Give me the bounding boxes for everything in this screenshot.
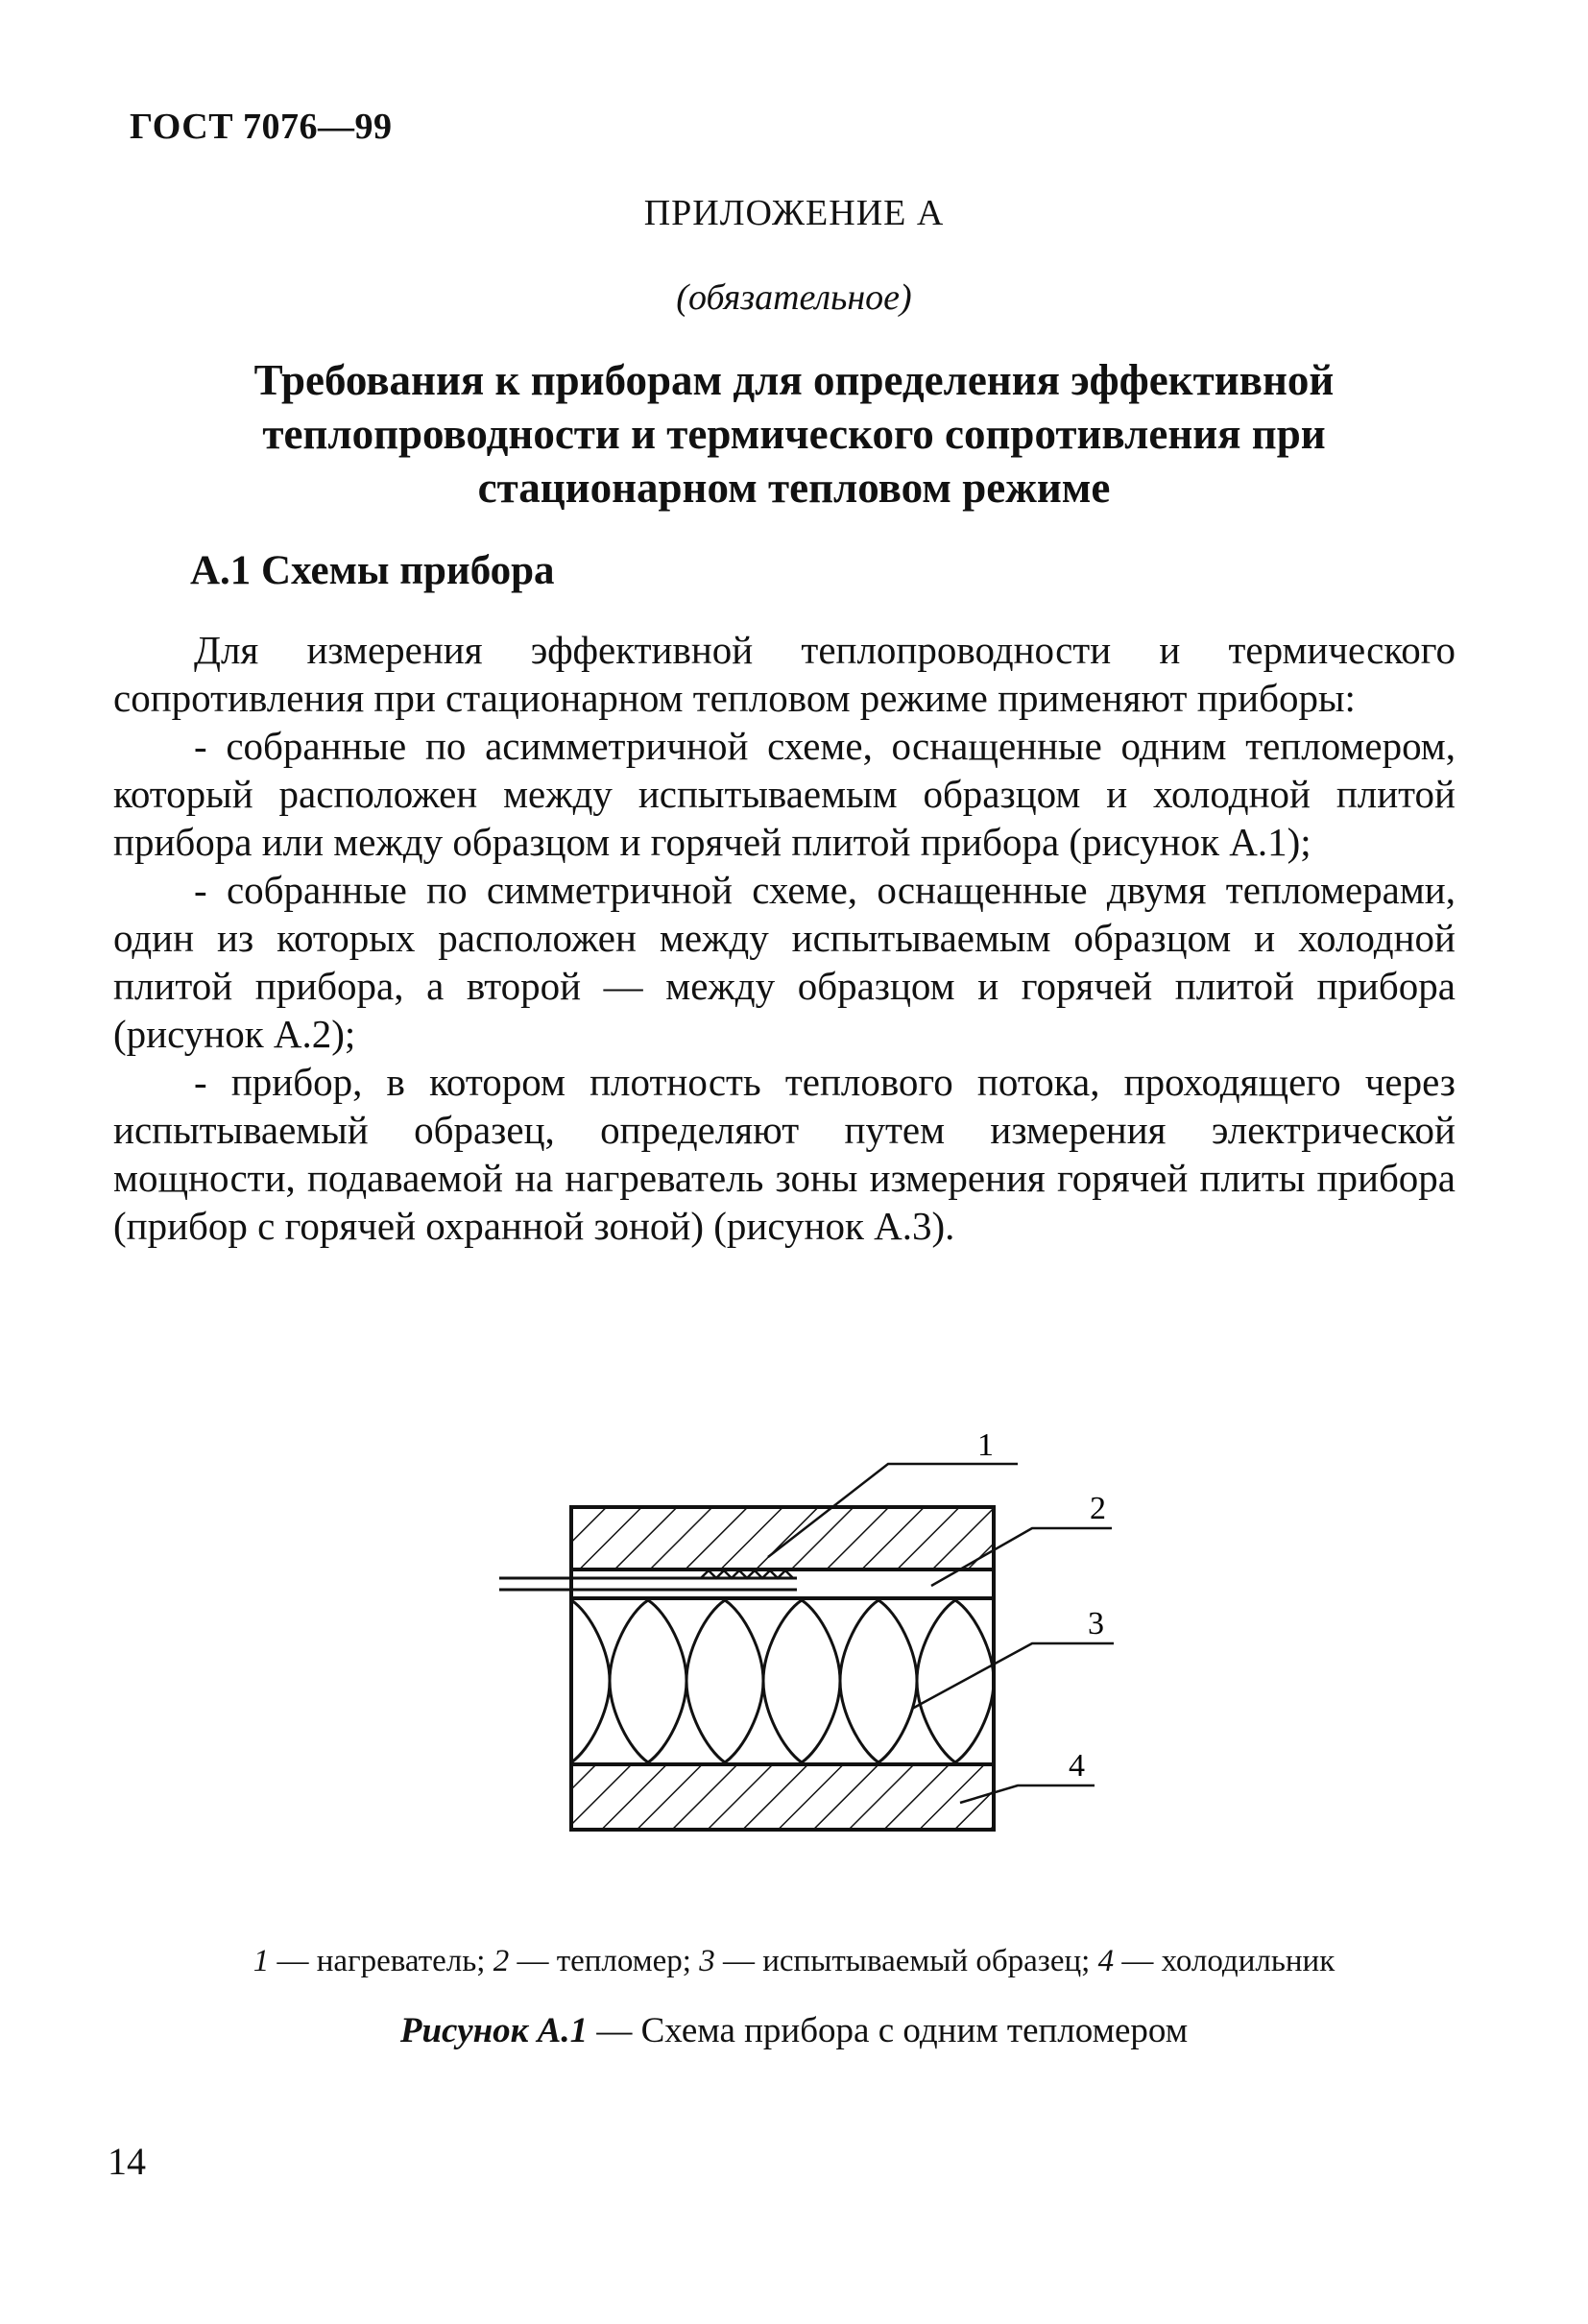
paragraph-symmetric: - собранные по симметричной схеме, оснащенные двумя тепломерами, один из которых расположен между испытываемым образцом и холодной плитой прибора, а второй — между образцом и горячей плитой прибора (рисунок А.2); — [113, 868, 1456, 1056]
figure-caption — [0, 2010, 1588, 2051]
legend-number: 3 — [699, 1944, 715, 1978]
legend-text: — холодильник — [1114, 1944, 1335, 1978]
appendix-status: (обязательное) — [676, 277, 912, 318]
section-heading: А.1 Схемы прибора — [190, 548, 555, 593]
legend-number: 2 — [493, 1944, 510, 1978]
legend-text: — нагреватель; — [269, 1944, 493, 1978]
callout-1: 1 — [977, 1427, 994, 1463]
paragraph-asymmetric: - собранные по асимметричной схеме, оснащенные одним тепломером, который расположен между испытываемым образцом и холодной плитой прибора или между образцом и горячей плитой прибора (рисунок А.1); — [113, 724, 1456, 864]
hot-plate — [571, 1507, 994, 1569]
paragraph-intro: Для измерения эффективной теплопроводности и термического сопротивления при стационарном тепловом режиме применяют приборы: — [113, 628, 1456, 720]
body-text — [113, 626, 1456, 1250]
callout-2: 2 — [1090, 1491, 1106, 1526]
main-title-line: стационарном тепловом режиме — [477, 464, 1111, 512]
paragraph-guarded-hot-plate: - прибор, в котором плотность теплового потока, проходящего через испытываемый образец, определяют путем измерения электрической мощности, подаваемой на нагреватель зоны измерения горячей плиты прибора (прибор с горячей охранной зоной) (рисунок А.3). — [113, 1060, 1456, 1248]
callout-3: 3 — [1088, 1606, 1104, 1641]
caption-text: — Схема прибора с одним тепломером — [588, 2011, 1189, 2050]
legend-number: 1 — [253, 1944, 270, 1978]
appendix-title: ПРИЛОЖЕНИЕ А — [643, 193, 945, 233]
legend-number: 4 — [1097, 1944, 1115, 1978]
main-title-line: теплопроводности и термического сопротивления при — [262, 410, 1326, 458]
legend-text: — испытываемый образец; — [714, 1944, 1098, 1978]
callout-4: 4 — [1069, 1748, 1085, 1784]
legend-text: — тепломер; — [509, 1944, 700, 1978]
figure-a1-diagram — [480, 1421, 1171, 1862]
page-number: 14 — [108, 2140, 146, 2183]
main-title-line: Требования к приборам для определения эффективной — [253, 356, 1335, 404]
main-title — [0, 353, 1588, 515]
document-code: ГОСТ 7076—99 — [130, 107, 393, 147]
caption-label: Рисунок А.1 — [399, 2011, 589, 2050]
figure-legend — [0, 1944, 1588, 1979]
apparatus-schematic — [480, 1421, 1171, 1862]
cold-plate — [571, 1764, 994, 1830]
